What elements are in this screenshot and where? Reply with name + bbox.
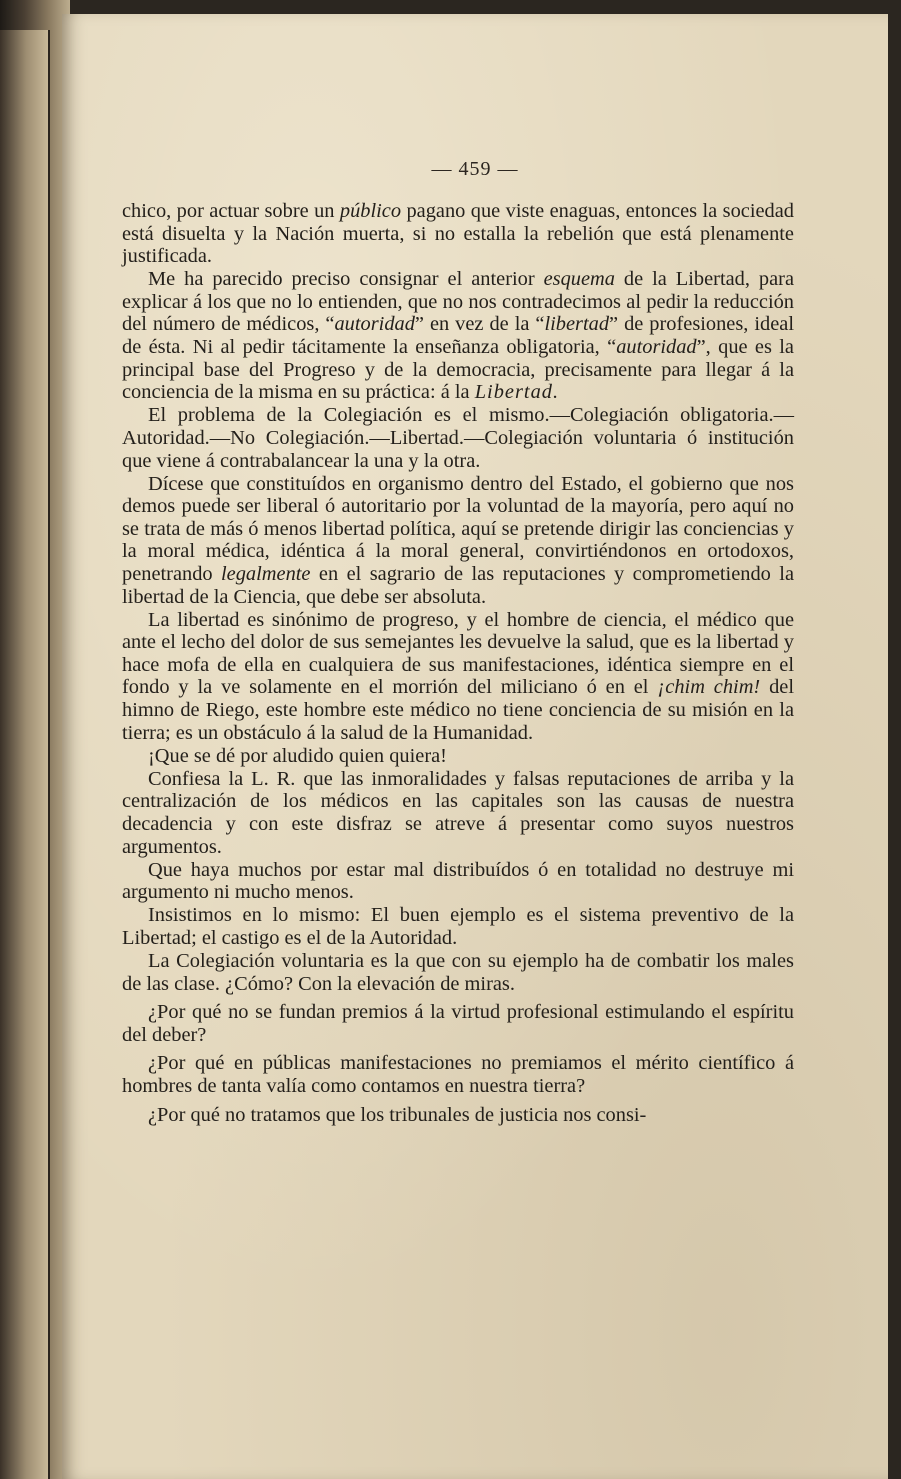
page-number: — 459 — xyxy=(431,158,519,180)
paragraph xyxy=(122,200,794,268)
paragraph xyxy=(122,1001,794,1046)
text-run: ”, que es la principal base del Progreso y de la democracia, precisamente para llegar á la conciencia de la misma en su práctica: á la xyxy=(122,336,794,404)
previous-page-edge xyxy=(0,30,50,1479)
text-run: chico, por actuar sobre un xyxy=(122,200,340,222)
paragraph xyxy=(122,1104,794,1127)
paragraph xyxy=(122,473,794,609)
text-run: Me ha parecido preciso consignar el anterior xyxy=(148,268,544,291)
emphasis-text: legalmente xyxy=(221,563,311,585)
text-run: La Colegiación voluntaria es la que con su ejemplo ha de combatir los males de las clase. ¿Cómo? Con la elevación de miras. xyxy=(122,950,794,995)
paragraph xyxy=(122,768,794,858)
emphasis-text: Libertad. xyxy=(474,381,560,404)
paragraph xyxy=(122,745,794,768)
text-run: del himno de Riego, este hombre este médico no tiene conciencia de su misión en la tierra; es un obstáculo á la salud de la Humanidad. xyxy=(122,676,794,744)
paragraph xyxy=(122,950,794,995)
text-run: Que haya muchos por estar mal distribuídos ó en totalidad no destruye mi argumento ni mucho menos. xyxy=(122,858,794,904)
paragraph xyxy=(122,609,794,745)
paragraph xyxy=(122,904,794,949)
paragraph xyxy=(122,404,794,472)
emphasis-text: autoridad xyxy=(616,336,697,359)
text-run: ” de profesiones, ideal de ésta. Ni al pedir tácitamente la enseñanza obligatoria, “ xyxy=(122,313,795,359)
emphasis-text: ¡chim chim! xyxy=(657,676,761,699)
text-run: Confiesa la L. R. que las inmoralidades y falsas reputaciones de arriba y la centralización de los médicos en las capitales son las causas de nuestra decadencia y con este disfraz se atreve á presentar como suyos nuestros argumentos. xyxy=(122,767,794,858)
text-run: de la Libertad, para explicar á los que no lo entienden, que no nos contradecimos al pedir la reducción del número de médicos, “ xyxy=(122,268,794,336)
paragraph xyxy=(122,268,794,404)
text-run: El problema de la Colegiación es el mismo.—Colegiación obligatoria.—Autoridad.—No Colegiación.—Libertad.—Colegiación voluntaria ó institución que viene á contrabalancear la una y la otra. xyxy=(122,404,794,472)
emphasis-text: público xyxy=(339,200,402,222)
text-run: La libertad es sinónimo de progreso, y el hombre de ciencia, el médico que ante el lecho del dolor de sus semejantes les devuelve la salud, que es la libertad y hace mofa de ella en cualquiera de sus manifestaciones, idéntica siempre en el fondo y la ve solamente en el morrión del miliciano ó en el xyxy=(122,608,794,699)
text-run: pagano que viste enaguas, entonces la sociedad está disuelta y la Nación muerta, si no estalla la rebelión que está plenamente justificada. xyxy=(122,200,794,268)
emphasis-text: esquema xyxy=(543,268,615,291)
text-run: ” en vez de la “ xyxy=(414,313,545,336)
text-run: ¿Por qué no se fundan premios á la virtud profesional estimulando el espíritu del deber? xyxy=(122,1001,794,1046)
paragraph xyxy=(122,1052,794,1097)
text-run: ¿Por qué no tratamos que los tribunales de justicia nos consi- xyxy=(148,1103,647,1126)
text-run: ¿Por qué en públicas manifestaciones no premiamos el mérito científico á hombres de tanta valía como contamos en nuestra tierra? xyxy=(122,1052,794,1098)
paragraph xyxy=(122,859,794,904)
emphasis-text: libertad xyxy=(544,313,610,336)
text-run: Insistimos en lo mismo: El buen ejemplo es el sistema preventivo de la Libertad; el castigo es el de la Autoridad. xyxy=(122,904,794,949)
text-run: Dícese que constituídos en organismo dentro del Estado, el gobierno que nos demos puede ser liberal ó autoritario por la voluntad de la mayoría, pero aquí no se trata de más ó menos libertad política, aquí se pretende dirigir las conciencias y la moral médica, idéntica á la moral general, convirtiéndonos en ortodoxos, penetrando xyxy=(122,472,794,585)
scanned-page xyxy=(62,14,888,1479)
text-run: en el sagrario de las reputaciones y comprometiendo la libertad de la Ciencia, que debe ser absoluta. xyxy=(122,563,794,608)
text-run: ¡Que se dé por aludido quien quiera! xyxy=(148,744,447,767)
body-text xyxy=(122,200,794,1126)
emphasis-text: autoridad xyxy=(334,313,415,336)
